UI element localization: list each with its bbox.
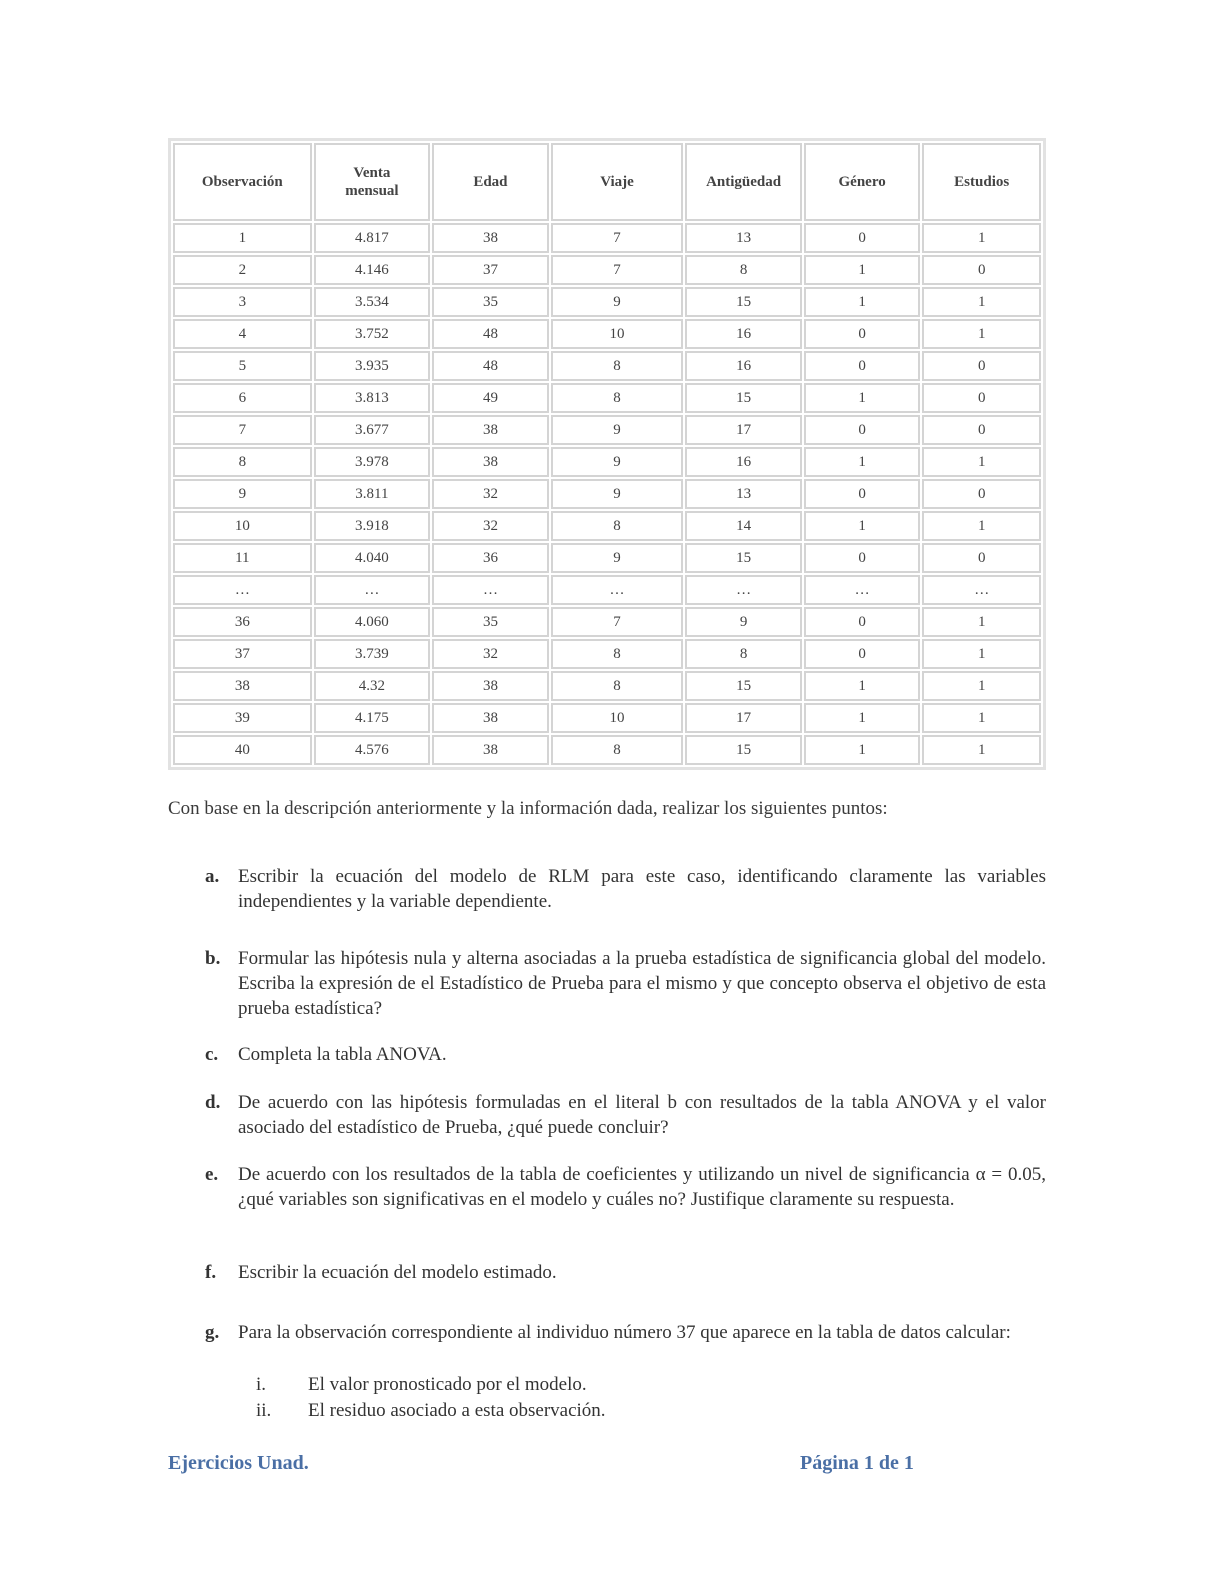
table-cell: 1 — [922, 703, 1041, 733]
table-row — [173, 575, 1041, 605]
table-row — [173, 735, 1041, 765]
table-cell: 14 — [685, 511, 802, 541]
table-cell: 1 — [922, 639, 1041, 669]
table-cell: 3.534 — [314, 287, 431, 317]
table-cell: 0 — [922, 415, 1041, 445]
table-cell: 8 — [685, 639, 802, 669]
table-cell: 38 — [432, 223, 549, 253]
table-cell: 13 — [685, 479, 802, 509]
table-row — [173, 543, 1041, 573]
question-e — [168, 1162, 1046, 1212]
table-cell: 1 — [804, 255, 921, 285]
table-cell: 8 — [551, 735, 684, 765]
table-cell: 38 — [432, 447, 549, 477]
question-a — [168, 864, 1046, 914]
table-row — [173, 511, 1041, 541]
table-cell: 8 — [551, 639, 684, 669]
table-cell: 0 — [804, 639, 921, 669]
table-cell: 4.040 — [314, 543, 431, 573]
table-cell: 1 — [922, 511, 1041, 541]
footer-left-text: Ejercicios Unad. — [168, 1452, 309, 1474]
subitem-marker: i. — [256, 1374, 267, 1395]
table-cell: 0 — [804, 607, 921, 637]
question-f — [168, 1260, 1046, 1285]
question-text: De acuerdo con las hipótesis formuladas en el literal b con resultados de la tabla ANOVA y el valor asociado del estadístico de Prueba, ¿qué puede concluir? — [238, 1092, 1046, 1138]
table-cell: 15 — [685, 287, 802, 317]
table-cell: 0 — [922, 351, 1041, 381]
table-cell: 0 — [922, 543, 1041, 573]
table-cell: 0 — [804, 543, 921, 573]
table-cell: 9 — [551, 415, 684, 445]
table-cell: 4.817 — [314, 223, 431, 253]
table-row — [173, 607, 1041, 637]
table-cell: 3.752 — [314, 319, 431, 349]
table-cell: 4.32 — [314, 671, 431, 701]
table-cell: 1 — [922, 447, 1041, 477]
table-cell: 1 — [804, 735, 921, 765]
table-cell: 3.677 — [314, 415, 431, 445]
table-cell: 1 — [922, 735, 1041, 765]
table-cell: … — [922, 575, 1041, 605]
table-cell: 1 — [173, 223, 312, 253]
table-cell: 0 — [804, 319, 921, 349]
table-row — [173, 415, 1041, 445]
table-cell: 4.060 — [314, 607, 431, 637]
header-antiguedad: Antigüedad — [685, 143, 802, 221]
subitem-text: El valor pronosticado por el modelo. — [308, 1374, 587, 1395]
question-text: Para la observación correspondiente al individuo número 37 que aparece en la tabla de datos calcular: — [238, 1322, 1011, 1343]
table-cell: 3.813 — [314, 383, 431, 413]
table-row — [173, 351, 1041, 381]
table-cell: 4.146 — [314, 255, 431, 285]
table-cell: 10 — [551, 319, 684, 349]
question-marker: f. — [205, 1262, 217, 1283]
question-b — [168, 946, 1046, 1021]
header-venta-mensual — [314, 143, 431, 221]
question-marker: g. — [205, 1322, 220, 1343]
table-cell: 10 — [551, 703, 684, 733]
table-cell: 0 — [922, 383, 1041, 413]
table-cell: 37 — [432, 255, 549, 285]
table-cell: 35 — [432, 607, 549, 637]
table-cell: 35 — [432, 287, 549, 317]
table-cell: 49 — [432, 383, 549, 413]
question-marker: e. — [205, 1164, 219, 1185]
table-cell: 17 — [685, 703, 802, 733]
table-cell: 3.935 — [314, 351, 431, 381]
table-header-row — [173, 143, 1041, 221]
table-cell: 11 — [173, 543, 312, 573]
table-cell: 1 — [804, 447, 921, 477]
table-cell: 3.978 — [314, 447, 431, 477]
table-cell: 8 — [685, 255, 802, 285]
question-text: Completa la tabla ANOVA. — [238, 1044, 447, 1065]
table-cell: 1 — [922, 287, 1041, 317]
table-cell: 38 — [173, 671, 312, 701]
table-row — [173, 223, 1041, 253]
table-cell: 1 — [804, 287, 921, 317]
table-cell: 1 — [922, 223, 1041, 253]
header-edad: Edad — [432, 143, 549, 221]
table-cell: 9 — [551, 543, 684, 573]
table-cell: 0 — [922, 479, 1041, 509]
table-cell: 4 — [173, 319, 312, 349]
table-cell: 32 — [432, 479, 549, 509]
table-cell: 8 — [551, 671, 684, 701]
table-cell: 9 — [173, 479, 312, 509]
table-cell: 9 — [551, 479, 684, 509]
question-c — [168, 1042, 1046, 1067]
table-cell: 3.811 — [314, 479, 431, 509]
table-cell: 8 — [551, 511, 684, 541]
table-row — [173, 383, 1041, 413]
table-cell: 0 — [922, 255, 1041, 285]
table-cell: 9 — [685, 607, 802, 637]
table-cell: 4.576 — [314, 735, 431, 765]
table-row — [173, 447, 1041, 477]
table-cell: 15 — [685, 671, 802, 701]
table-cell: … — [432, 575, 549, 605]
table-cell: 1 — [922, 319, 1041, 349]
table-cell: 15 — [685, 383, 802, 413]
table-cell: 3.739 — [314, 639, 431, 669]
table-row — [173, 671, 1041, 701]
table-cell: 6 — [173, 383, 312, 413]
table-cell: 37 — [173, 639, 312, 669]
table-cell: 1 — [804, 511, 921, 541]
table-cell: … — [551, 575, 684, 605]
table-cell: 1 — [922, 607, 1041, 637]
table-cell: 15 — [685, 735, 802, 765]
table-cell: 38 — [432, 671, 549, 701]
table-cell: 13 — [685, 223, 802, 253]
table-row — [173, 479, 1041, 509]
table-cell: 0 — [804, 351, 921, 381]
header-observacion: Observación — [173, 143, 312, 221]
question-d — [168, 1090, 1046, 1140]
table-row — [173, 319, 1041, 349]
table-cell: 10 — [173, 511, 312, 541]
table-cell: 4.175 — [314, 703, 431, 733]
question-marker: a. — [205, 866, 220, 887]
table-cell: 7 — [173, 415, 312, 445]
table-cell: 9 — [551, 287, 684, 317]
table-cell: 3 — [173, 287, 312, 317]
table-cell: 16 — [685, 319, 802, 349]
table-cell: … — [685, 575, 802, 605]
table-cell: 40 — [173, 735, 312, 765]
table-cell: 1 — [804, 671, 921, 701]
table-cell: 0 — [804, 415, 921, 445]
table-cell: 48 — [432, 351, 549, 381]
table-cell: 7 — [551, 607, 684, 637]
table-cell: 17 — [685, 415, 802, 445]
table-row — [173, 639, 1041, 669]
table-row — [173, 287, 1041, 317]
table-cell: … — [804, 575, 921, 605]
table-cell: … — [173, 575, 312, 605]
table-cell: 8 — [551, 351, 684, 381]
subitem-marker: ii. — [256, 1400, 272, 1421]
header-venta-mensual-label: Venta mensual — [345, 165, 399, 199]
table-cell: 7 — [551, 255, 684, 285]
question-text: Escribir la ecuación del modelo estimado. — [238, 1262, 557, 1283]
footer-page-number: Página 1 de 1 — [800, 1452, 914, 1474]
table-cell: 1 — [804, 703, 921, 733]
data-table — [168, 138, 1046, 770]
table-cell: … — [314, 575, 431, 605]
table-cell: 8 — [173, 447, 312, 477]
table-row — [173, 703, 1041, 733]
question-marker: c. — [205, 1044, 219, 1065]
table-cell: 15 — [685, 543, 802, 573]
question-marker: b. — [205, 948, 221, 969]
question-text: Formular las hipótesis nula y alterna asociadas a la prueba estadística de significancia global del modelo. Escriba la expresión de el Estadístico de Prueba para el mismo y que concepto observa el objetivo de esta prueba estadística? — [238, 948, 1046, 1019]
table-cell: 48 — [432, 319, 549, 349]
table-cell: 0 — [804, 479, 921, 509]
table-cell: 38 — [432, 735, 549, 765]
table-cell: 0 — [804, 223, 921, 253]
table-cell: 1 — [922, 671, 1041, 701]
table-cell: 39 — [173, 703, 312, 733]
question-marker: d. — [205, 1092, 221, 1113]
table-row — [173, 255, 1041, 285]
table-cell: 8 — [551, 383, 684, 413]
table-body — [173, 223, 1041, 765]
table-cell: 38 — [432, 415, 549, 445]
table-cell: 16 — [685, 351, 802, 381]
table-cell: 7 — [551, 223, 684, 253]
table-cell: 36 — [432, 543, 549, 573]
header-genero: Género — [804, 143, 921, 221]
intro-paragraph: Con base en la descripción anteriormente y la información dada, realizar los siguientes puntos: — [168, 798, 888, 819]
question-text: De acuerdo con los resultados de la tabla de coeficientes y utilizando un nivel de significancia α = 0.05, ¿qué variables son significativas en el modelo y cuáles no? Justifique claramente su respuesta. — [238, 1164, 1046, 1210]
header-estudios: Estudios — [922, 143, 1041, 221]
table-cell: 9 — [551, 447, 684, 477]
subitem-text: El residuo asociado a esta observación. — [308, 1400, 606, 1421]
table-cell: 32 — [432, 511, 549, 541]
table-cell: 36 — [173, 607, 312, 637]
table-cell: 3.918 — [314, 511, 431, 541]
table-cell: 5 — [173, 351, 312, 381]
question-text: Escribir la ecuación del modelo de RLM para este caso, identificando claramente las variables independientes y la variable dependiente. — [238, 866, 1046, 912]
header-viaje: Viaje — [551, 143, 684, 221]
table-cell: 38 — [432, 703, 549, 733]
table-cell: 32 — [432, 639, 549, 669]
table-cell: 2 — [173, 255, 312, 285]
table-cell: 16 — [685, 447, 802, 477]
table-cell: 1 — [804, 383, 921, 413]
question-g — [168, 1320, 1046, 1345]
